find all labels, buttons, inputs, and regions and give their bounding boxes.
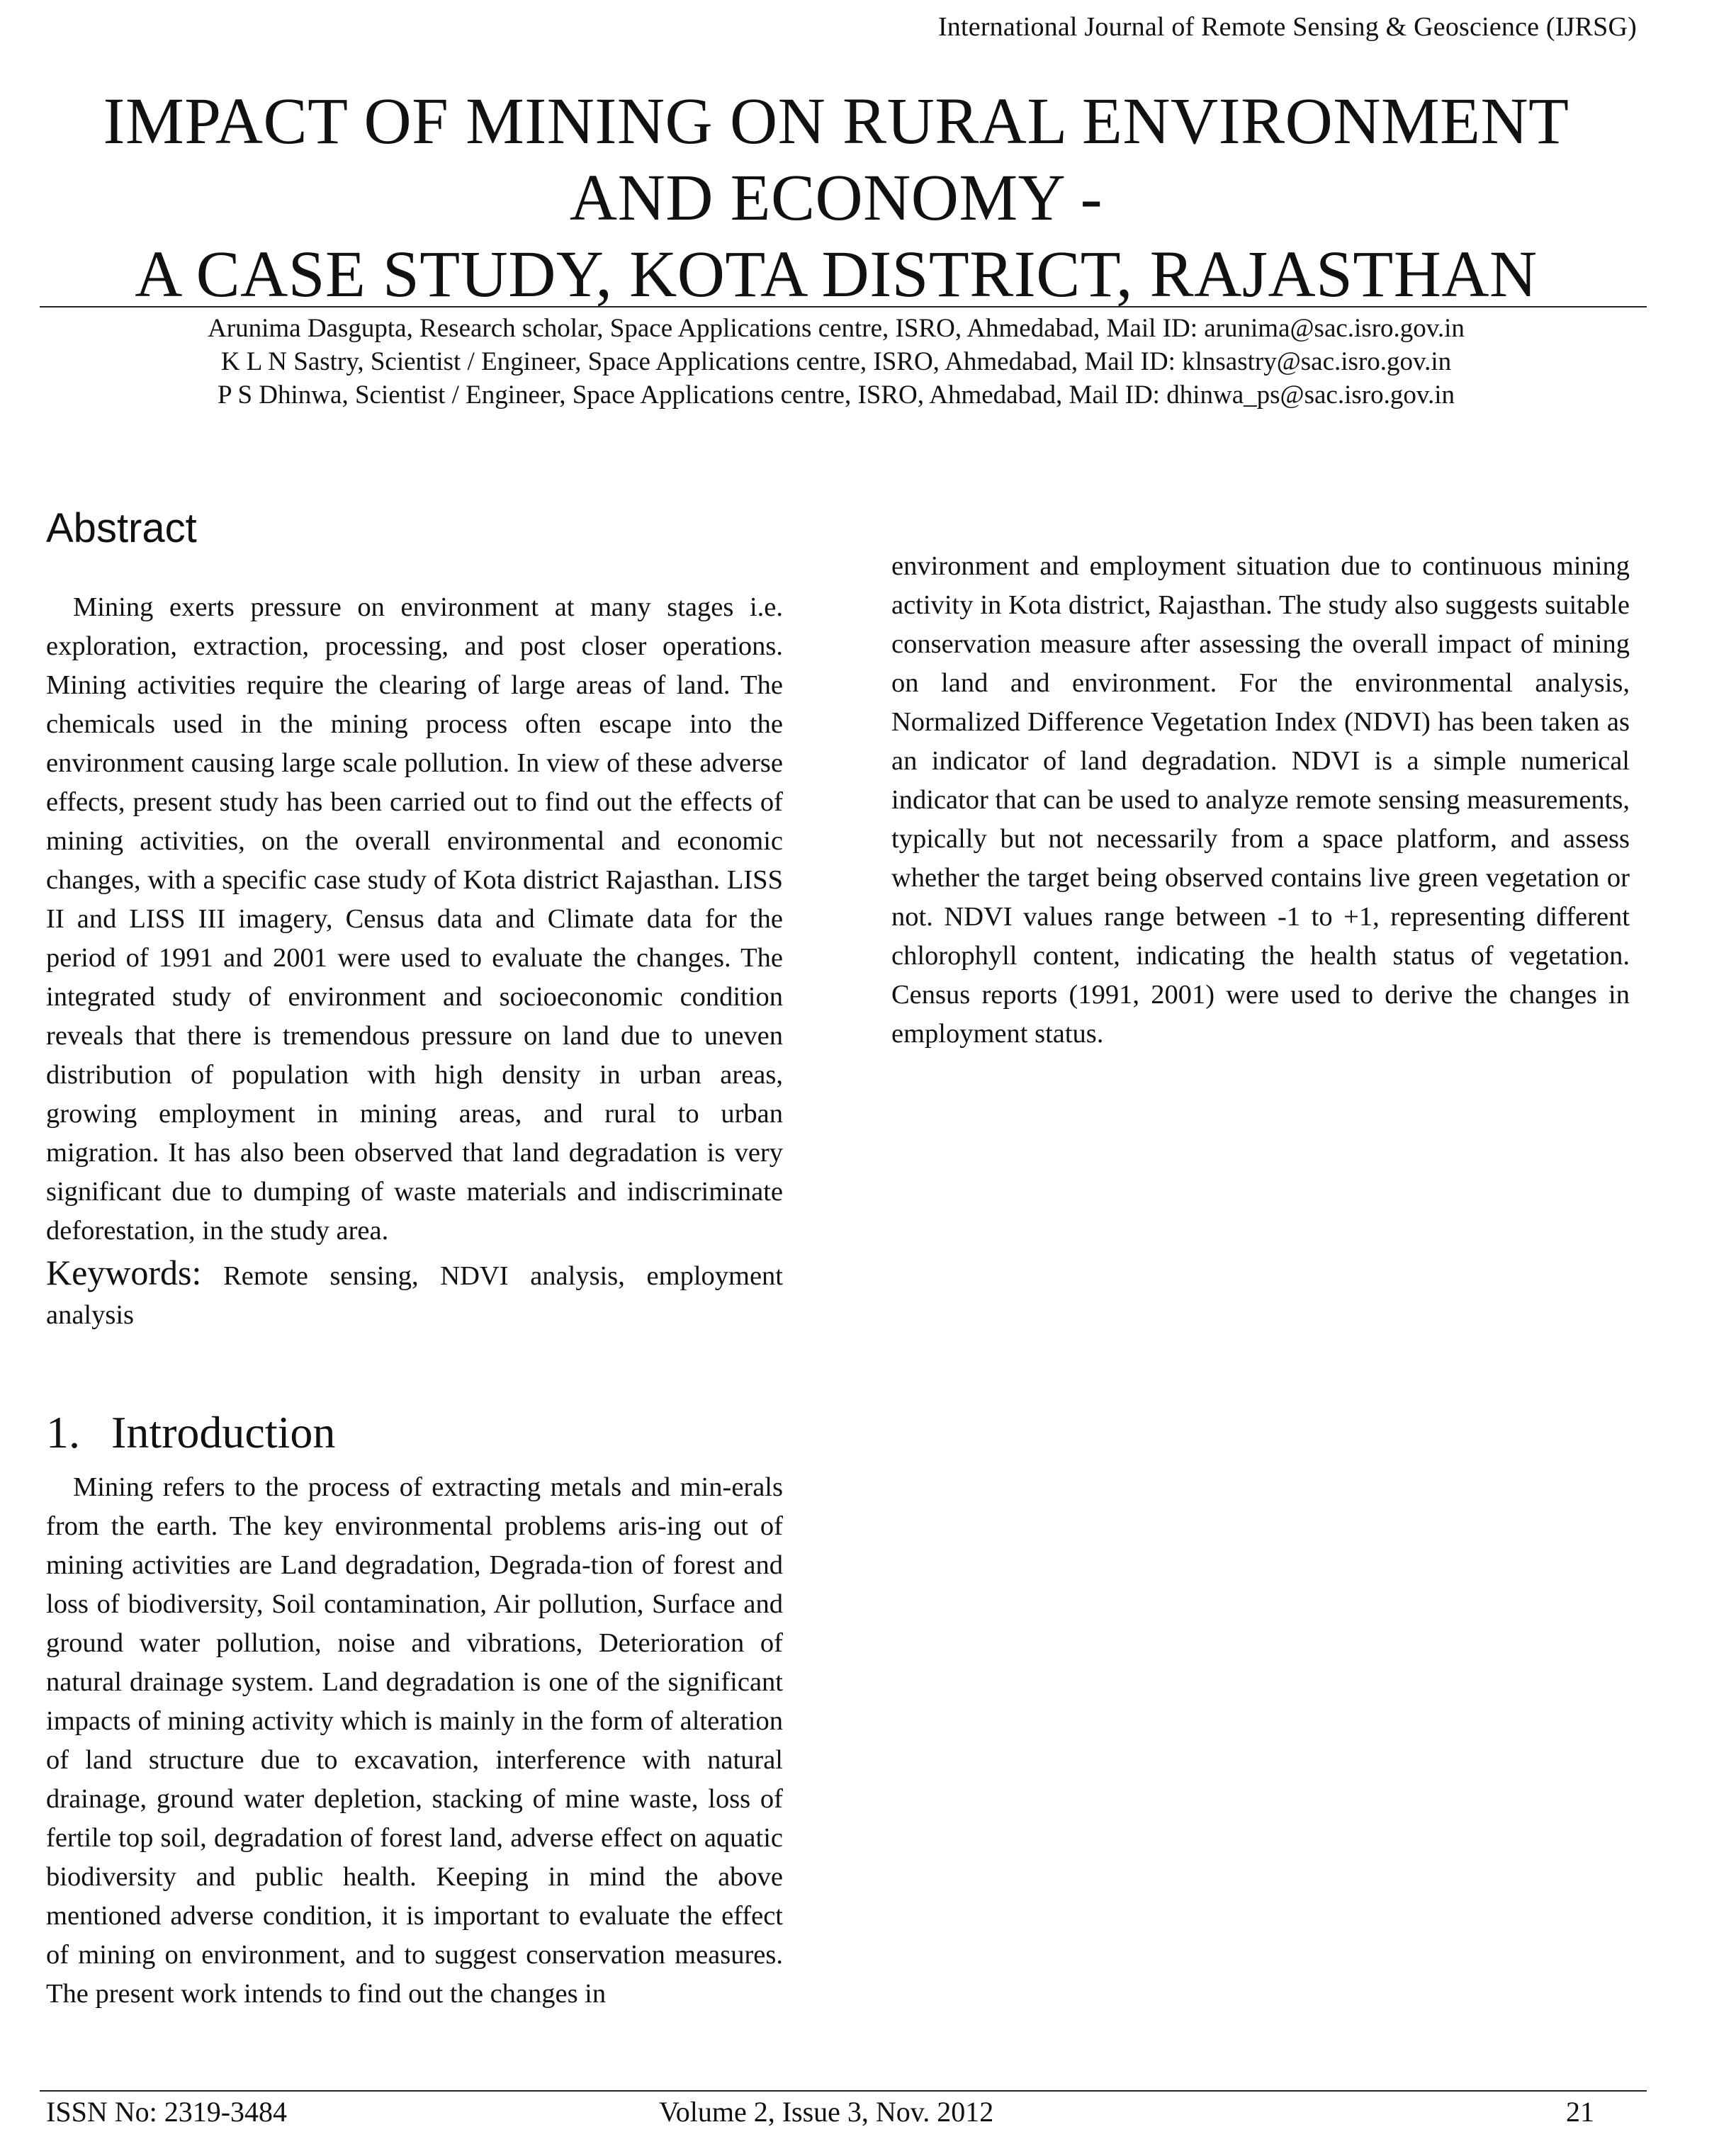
introduction-left-column xyxy=(46,1468,783,2014)
page-number: 21 xyxy=(1566,2096,1594,2128)
introduction-heading xyxy=(46,1406,335,1459)
section-title: Introduction xyxy=(111,1407,336,1457)
footer-issn: ISSN No: 2319-3484 xyxy=(46,2096,288,2128)
keywords-paragraph xyxy=(46,1253,783,1335)
abstract-heading: Abstract xyxy=(46,505,197,551)
abstract-right-column xyxy=(891,547,1630,1054)
introduction-paragraph: Mining refers to the process of extracting metals and min-erals from the earth. The key environmental problems aris-ing out of mining activities are Land degradation, Degrada-tion of forest and loss of biodiversity, Soil contamination, Air pollution, Surface and ground water pollution, noise and vibrations, Deterioration of natural drainage system. Land degradation is one of the significant impacts of mining activity which is mainly in the form of alteration of land structure due to excavation, interference with natural drainage, ground water depletion, stacking of mine waste, loss of fertile top soil, degradation of forest land, adverse effect on aquatic biodiversity and public health. Keeping in mind the above mentioned adverse condition, it is important to evaluate the effect of mining on environment, and to suggest conservation measures. The present work intends to find out the changes in xyxy=(46,1472,783,2009)
footer-divider xyxy=(40,2090,1647,2092)
abstract-continuation-paragraph: environment and employment situation due to continuous mining activity in Kota district, Rajasthan. The study also suggests suitable conservation measure after assessing the overall impact of mining on land and environment. For the environmental analysis, Normalized Difference Vegetation Index (NDVI) has been taken as an indicator of land degradation. NDVI is a simple numerical indicator that can be used to analyze remote sensing measurements, typically but not necessarily from a space platform, and assess whether the target being observed contains live green vegetation or not. NDVI values range between -1 to +1, representing different chlorophyll content, indicating the health status of vegetation. Census reports (1991, 2001) were used to derive the changes in employment status. xyxy=(891,551,1630,1049)
title-line-3: A CASE STUDY, KOTA DISTRICT, RAJASTHAN xyxy=(135,238,1538,311)
title-line-2: AND ECONOMY - xyxy=(569,162,1103,235)
title-line-1: IMPACT OF MINING ON RURAL ENVIRONMENT xyxy=(103,85,1569,158)
author-3: P S Dhinwa, Scientist / Engineer, Space Applications centre, ISRO, Ahmedabad, Mail ID: dhinwa_ps@sac.isro.gov.in xyxy=(218,380,1455,410)
footer-volume: Volume 2, Issue 3, Nov. 2012 xyxy=(659,2096,994,2128)
author-2: K L N Sastry, Scientist / Engineer, Space Applications centre, ISRO, Ahmedabad, Mail ID: klnsastry@sac.isro.gov.in xyxy=(220,347,1452,376)
paper-title xyxy=(43,84,1630,313)
author-1: Arunima Dasgupta, Research scholar, Space Applications centre, ISRO, Ahmedabad, Mail ID: arunima@sac.isro.gov.in xyxy=(208,314,1465,343)
keywords-label: Keywords: xyxy=(46,1253,202,1292)
journal-header: International Journal of Remote Sensing & Geoscience (IJRSG) xyxy=(937,12,1637,42)
abstract-left-column xyxy=(46,588,783,1335)
abstract-paragraph: Mining exerts pressure on environment at many stages i.e. exploration, extraction, processing, and post closer operations. Mining activities require the clearing of large areas of land. The chemicals used in the mining process often escape into the environment causing large scale pollution. In view of these adverse effects, present study has been carried out to find out the effects of mining activities, on the overall environmental and economic changes, with a specific case study of Kota district Rajasthan. LISS II and LISS III imagery, Census data and Climate data for the period of 1991 and 2001 were used to evaluate the changes. The integrated study of environment and socioeconomic condition reveals that there is tremendous pressure on land due to uneven distribution of population with high density in urban areas, growing employment in mining areas, and rural to urban migration. It has also been observed that land degradation is very significant due to dumping of waste materials and indiscriminate deforestation, in the study area. xyxy=(46,592,783,1246)
keywords-text: Remote sensing, NDVI analysis, employment analysis xyxy=(46,1261,783,1330)
section-number: 1. xyxy=(46,1407,80,1457)
author-list xyxy=(43,312,1630,412)
title-divider xyxy=(40,306,1647,308)
